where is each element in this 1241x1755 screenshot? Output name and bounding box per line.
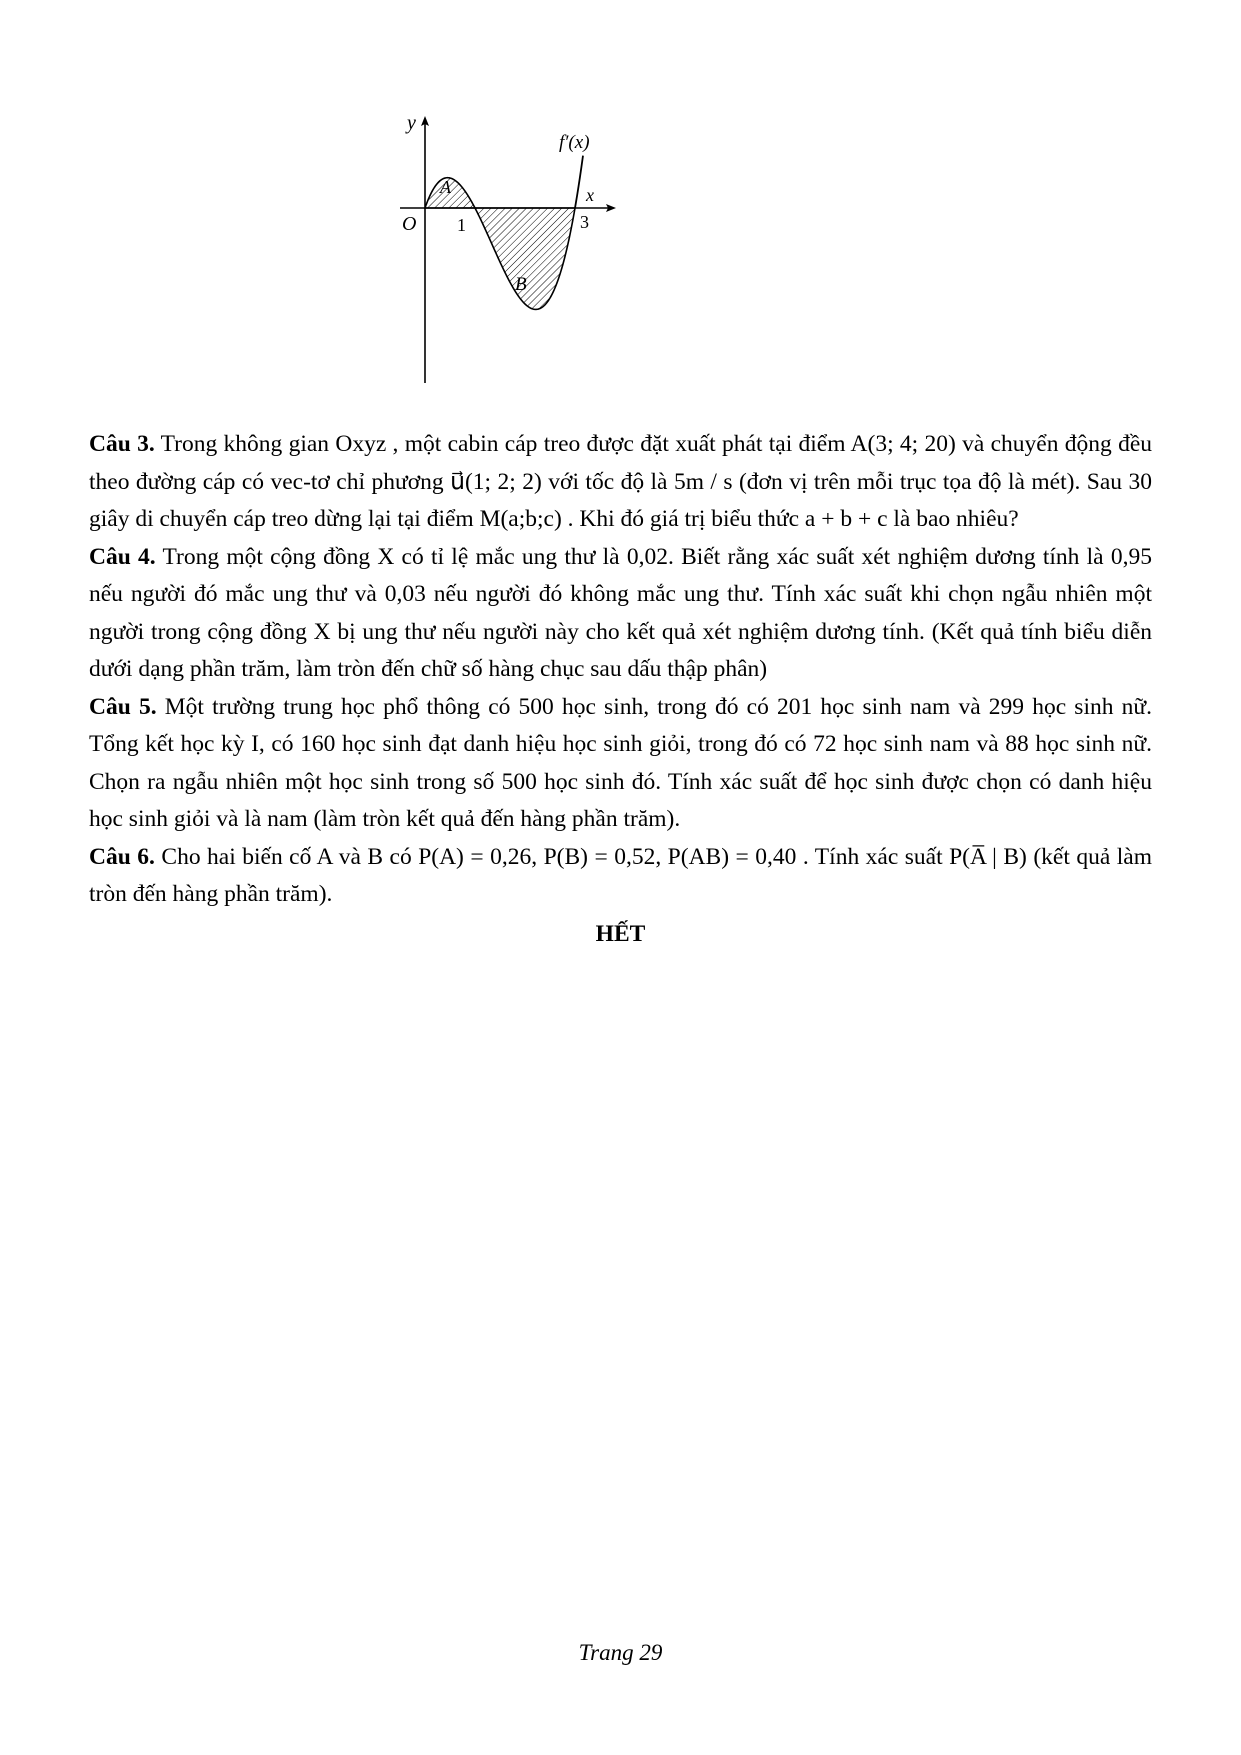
question-3-number: Câu 3. xyxy=(89,431,155,457)
question-6-number: Câu 6. xyxy=(89,843,155,870)
origin-label: O xyxy=(402,213,417,235)
question-5 xyxy=(89,689,1152,839)
curve-label: f′(x) xyxy=(559,132,590,153)
region-b-label: B xyxy=(515,274,527,295)
question-4-text: Trong một cộng đồng X có tỉ lệ mắc ung thư là 0,02. Biết rằng xác suất xét nghiệm dương tính là 0,95 nếu người đó mắc ung thư và 0,03 nếu người đó không mắc ung thư. Tính xác suất khi chọn ngẫu nhiên một người trong cộng đồng X bị ung thư nếu người này cho kết quả xét nghiệm dương tính. (Kết quả tính biểu diễn dưới dạng phần trăm, làm tròn đến chữ số hàng chục sau dấu thập phân) xyxy=(89,543,1152,682)
question-5-text: Một trường trung học phổ thông có 500 học sinh, trong đó có 201 học sinh nam và 299 học sinh nữ. Tổng kết học kỳ I, có 160 học sinh đạt danh hiệu học sinh giỏi, trong đó có 72 học sinh nam và 88 học sinh nữ. Chọn ra ngẫu nhiên một học sinh trong số 500 học sinh đó. Tính xác suất để học sinh được chọn có danh hiệu học sinh giỏi và là nam (làm tròn kết quả đến hàng phần trăm). xyxy=(89,693,1153,832)
question-3-text: Trong không gian Oxyz , một cabin cáp treo được đặt xuất phát tại điểm A(3; 4; 20) và chuyển động đều theo đường cáp có vec-tơ chỉ phương u⃗(1; 2; 2) với tốc độ là 5m / s (đơn vị trên mỗi trục tọa độ là mét). Sau 30 giây di chuyển cáp treo dừng lại tại điểm M(a;b;c) . Khi đó giá trị biểu thức a + b + c là bao nhiêu? xyxy=(89,431,1153,532)
tick-label-3: 3 xyxy=(580,212,589,232)
question-5-number: Câu 5. xyxy=(89,693,157,720)
page-footer: Trang 29 xyxy=(578,1640,663,1665)
y-axis-label: y xyxy=(407,115,416,134)
question-3 xyxy=(89,426,1152,539)
x-axis-label: x xyxy=(586,185,594,205)
end-marker: HẾT xyxy=(595,920,646,947)
questions-section xyxy=(89,426,1152,953)
question-4 xyxy=(89,539,1152,689)
region-a-label: A xyxy=(440,177,451,197)
derivative-curve xyxy=(575,156,583,208)
question-4-number: Câu 4. xyxy=(89,543,156,570)
question-6-text: Cho hai biến cố A và B có P(A) = 0,26, P(B) = 0,52, P(AB) = 0,40 . Tính xác suất P(A̅ | B) (kết quả làm tròn đến hàng phần trăm). xyxy=(89,843,1152,907)
question-6 xyxy=(89,839,1152,914)
derivative-graph xyxy=(400,115,700,435)
tick-label-1: 1 xyxy=(457,215,466,235)
